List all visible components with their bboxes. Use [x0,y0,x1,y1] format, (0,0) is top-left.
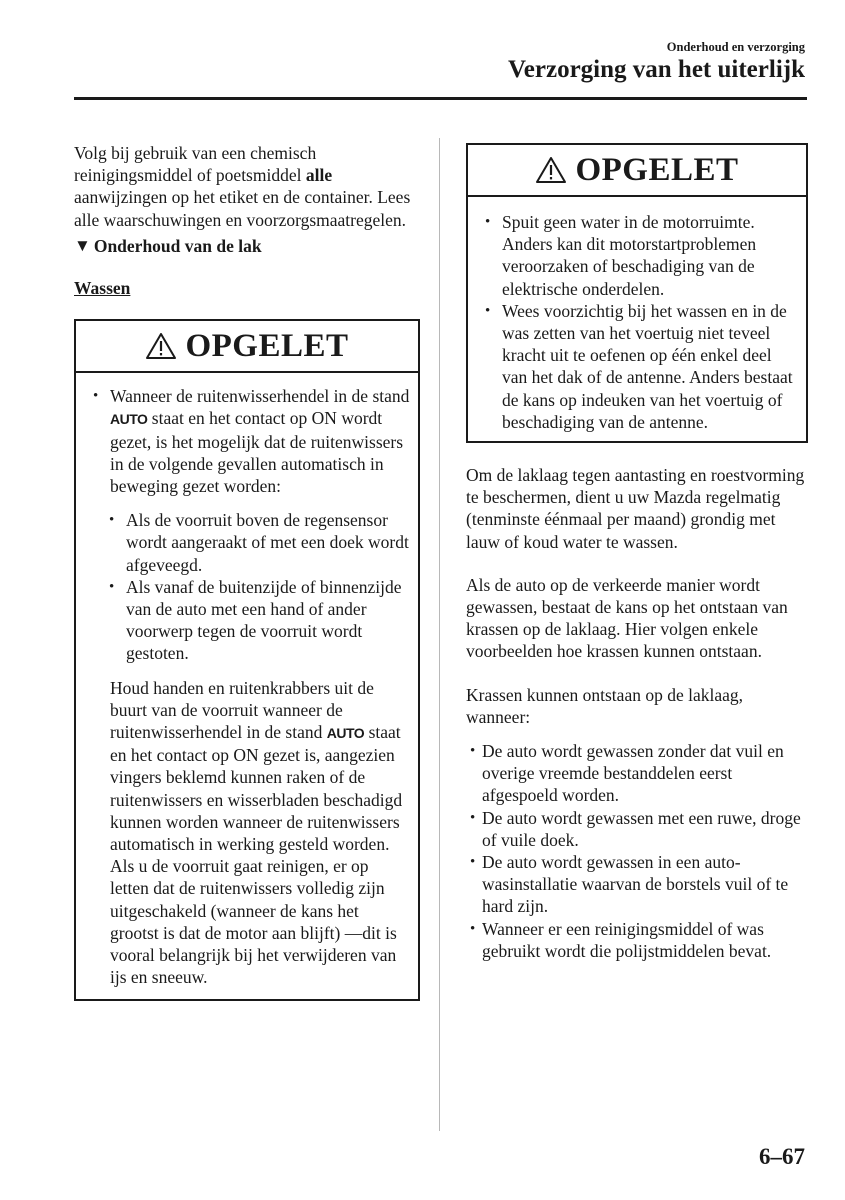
list-item: • Wanneer de ruitenwisserhendel in de stand AUTO staat en het contact op ON wordt gezet, is het mogelijk dat de ruitenwissers in de volgende gevallen automatisch in beweging gezet worden: [90,385,410,497]
page-number: 6–67 [759,1144,805,1169]
intro-bold: alle [305,165,333,186]
body-paragraph: Om de laklaag tegen aantasting en roestvorming te beschermen, dient u uw Mazda regelmatig (tenminste éénmaal per maand) grondig met lauw of koud water te wassen. [466,465,805,552]
body-paragraph: Als de auto op de verkeerde manier wordt gewassen, bestaat de kans op het ontstaan van krassen op de laklaag. Hier volgen enkele voorbeelden hoe krassen kunnen ontstaan. [466,574,788,662]
auto-label: AUTO [326,725,365,742]
header-rule [74,97,807,100]
subsection-title: Wassen [74,278,131,299]
triangle-down-icon: ▼ [74,235,91,255]
warning-triangle-icon [145,332,177,360]
list-item: • Spuit geen water in de motorruimte. Anders kan dit motorstartproblemen veroorzaken of beschadiging van de elektrische onderdelen. [482,211,798,300]
body-paragraph: Krassen kunnen ontstaan op de laklaag, wanneer: [466,684,744,727]
chapter-label: Onderhoud en verzorging [666,40,805,54]
caution-body [76,373,418,998]
scratch-causes-list [466,740,808,962]
caution-heading: OPGELET [468,145,806,197]
caution-heading: OPGELET [76,321,418,373]
section-title: Onderhoud van de lak [93,235,262,256]
warning-triangle-icon [535,156,567,184]
list-item: • Als vanaf de buitenzijde of binnenzijde van de auto met een hand of ander voorwerp tegen de voorruit wordt gestoten. [106,576,410,665]
caution-box-right [466,143,808,443]
column-divider [439,138,440,1131]
page-title: Verzorging van het uiterlijk [508,56,805,83]
list-item: • Wanneer er een reinigingsmiddel of was gebruikt wordt die polijstmiddelen bevat. [466,918,808,962]
section-heading [74,235,420,257]
list-item: • De auto wordt gewassen zonder dat vuil en overige vreemde bestanddelen eerst afgespoeld worden. [466,740,808,807]
intro-paragraph: Volg bij gebruik van een chemisch reinigingsmiddel of poetsmiddel alle aanwijzingen op het etiket en de container. Lees alle waarschuwingen en voorzorgsmaatregelen. [74,143,411,230]
auto-label: AUTO [110,411,148,428]
list-item: • De auto wordt gewassen met een ruwe, droge of vuile doek. [466,807,808,851]
left-column [74,142,420,1001]
caution-box-left [74,319,420,1000]
caution-paragraph: Houd handen en ruitenkrabbers uit de buurt van de voorruit wanneer de ruitenwisserhendel in de stand AUTO staat en het contact op ON gezet is, aangezien vingers beklemd kunnen raken of de ruitenwissers en wisserbladen beschadigd kunnen worden wanneer de ruitenwissers automatisch in werking gesteld worden. [110,677,403,855]
list-item: • Als de voorruit boven de regensensor wordt aangeraakt of met een doek wordt afgeveegd. [106,509,410,576]
caution-body [468,197,806,441]
caution-paragraph: Als u de voorruit gaat reinigen, er op letten dat de ruitenwissers volledig zijn uitgeschakeld (wanneer de kans het grootst is dat de motor aan blijft) —dit is vooral belangrijk bij het verwijderen van ijs en sneeuw. [110,856,397,988]
right-column [466,143,808,962]
list-item: • De auto wordt gewassen in een auto-wasinstallatie waarvan de borstels vuil of te hard zijn. [466,851,808,918]
list-item: • Wees voorzichtig bij het wassen en in de was zetten van het voertuig niet teveel kracht uit te oefenen op één enkel deel van het dak of de antenne. Anders bestaat de kans op indeuken van het voertuig of beschadiging van de antenne. [482,300,798,433]
